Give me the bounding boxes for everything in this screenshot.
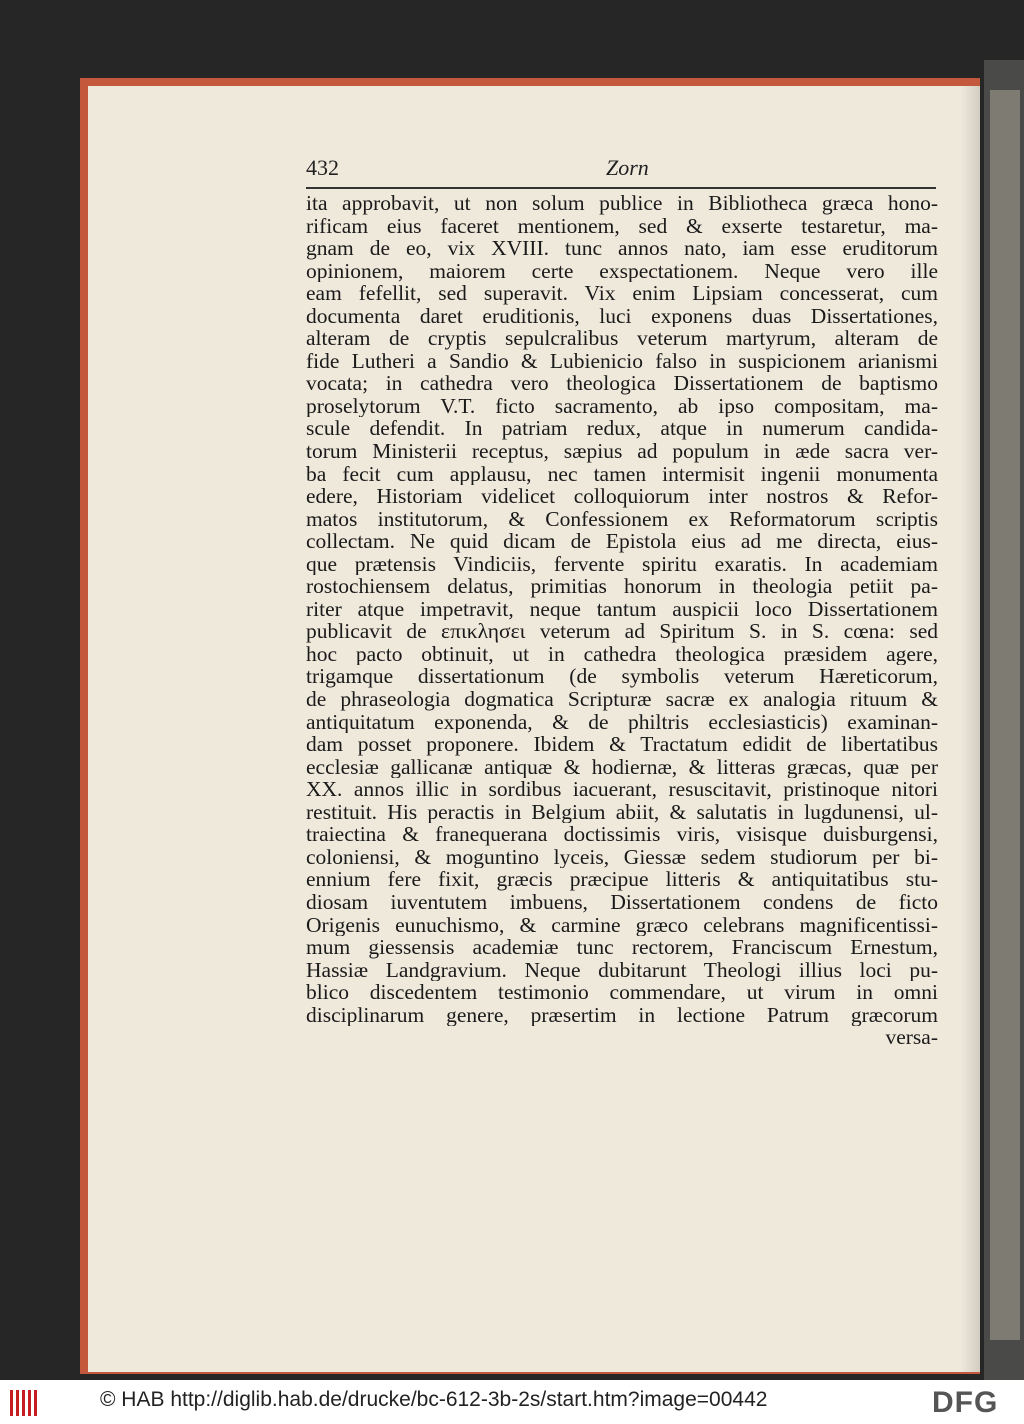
text-line: dam posset proponere. Ibidem & Tractatum edidit de libertatibus [306, 733, 938, 756]
text-line: eam fefellit, sed superavit. Vix enim Lipsiam concesserat, cum [306, 282, 938, 305]
text-line: torum Ministerii receptus, sæpius ad populum in æde sacra ver- [306, 440, 938, 463]
text-line: proselytorum V.T. ficto sacramento, ab ipso compositam, ma- [306, 394, 938, 418]
text-line: ennium fere fixit, græcis præcipue litteris & antiquitatibus stu- [306, 868, 938, 891]
text-line: matos institutorum, & Confessionem ex Reformatorum scriptis [306, 507, 938, 531]
hab-logo-icon [10, 1390, 40, 1416]
catchword: versa- [885, 1026, 938, 1049]
header-rule [306, 187, 936, 189]
text-line: Origenis eunuchismo, & carmine græco celebrans magnificentissi- [306, 913, 938, 937]
dfg-logo: DFG [932, 1386, 999, 1419]
text-line: XX. annos illic in sordibus iacuerant, resuscitavit, pristinoque nitori [306, 778, 938, 801]
running-title: Zorn [606, 155, 649, 180]
text-line: opinionem, maiorem certe exspectationem. Neque vero ille [306, 259, 938, 283]
text-line: scule defendit. In patriam redux, atque in numerum candida- [306, 417, 938, 441]
next-page-leaf [990, 90, 1020, 1340]
gutter-shadow [960, 86, 980, 1372]
text-line: gnam de eo, vix XVIII. tunc annos nato, iam esse eruditorum [306, 237, 938, 260]
text-line: rostochiensem delatus, primitias honorum in theologia petiit pa- [306, 575, 938, 598]
text-line: ecclesiæ gallicanæ antiquæ & hodiernæ, & litteras græcas, quæ per [306, 755, 938, 779]
text-line: hoc pacto obtinuit, ut in cathedra theologica præsidem agere, [306, 642, 938, 666]
text-line: riter atque impetravit, neque tantum auspicii loco Dissertationem [306, 597, 938, 621]
text-line: mum giessensis academiæ tunc rectorem, Franciscum Ernestum, [306, 936, 938, 959]
next-page-edge [984, 60, 1024, 1380]
text-line: documenta daret eruditionis, luci exponens duas Dissertationes, [306, 304, 938, 328]
text-line: que prætensis Vindiciis, fervente spiritu exaratis. In academiam [306, 552, 938, 576]
text-line: traiectina & franequerana doctissimis viris, visisque duisburgensi, [306, 823, 938, 846]
text-line: ita approbavit, ut non solum publice in Bibliotheca græca hono- [306, 192, 938, 215]
text-line: ba fecit cum applausu, nec tamen intermisit ingenii monumenta [306, 462, 938, 486]
text-line: vocata; in cathedra vero theologica Dissertationem de baptismo [306, 372, 938, 395]
text-line: fide Lutheri a Sandio & Lubienicio falso in suspicionem arianismi [306, 349, 938, 373]
source-link[interactable]: © HAB http://diglib.hab.de/drucke/bc-612-3b-2s/start.htm?image=00442 [100, 1388, 768, 1411]
text-line: blico discedentem testimonio commendare, ut virum in omni [306, 981, 938, 1004]
page-number: 432 [306, 155, 339, 180]
text-line: collectam. Ne quid dicam de Epistola eius ad me directa, eius- [306, 530, 938, 553]
text-line: edere, Historiam videlicet colloquiorum inter nostros & Refor- [306, 485, 938, 508]
text-line: de phraseologia dogmatica Scripturæ sacræ ex analogia rituum & [306, 688, 938, 711]
text-line: rificam eius faceret mentionem, sed & exserte testaretur, ma- [306, 214, 938, 238]
running-head [306, 155, 936, 185]
text-line: coloniensi, & moguntino lyceis, Giessæ sedem studiorum per bi- [306, 845, 938, 869]
text-line: publicavit de επικλησει veterum ad Spiritum S. in S. cœna: sed [306, 620, 938, 643]
text-line: disciplinarum genere, præsertim in lectione Patrum græcorum [306, 1003, 938, 1027]
text-line: alteram de cryptis sepulcralibus veterum martyrum, alteram de [306, 327, 938, 350]
viewer-footer [0, 1380, 1024, 1424]
text-line: antiquitatum exponenda, & de philtris ecclesiasticis) examinan- [306, 710, 938, 734]
body-text [306, 192, 938, 1049]
text-line: Hassiæ Landgravium. Neque dubitarunt Theologi illius loci pu- [306, 958, 938, 982]
text-line: trigamque dissertationum (de symbolis veterum Hæreticorum, [306, 665, 938, 689]
text-line: diosam iuventutem imbuens, Dissertationem condens de ficto [306, 890, 938, 914]
text-line: restituit. His peractis in Belgium abiit, & salutatis in lugdunensi, ul- [306, 800, 938, 824]
